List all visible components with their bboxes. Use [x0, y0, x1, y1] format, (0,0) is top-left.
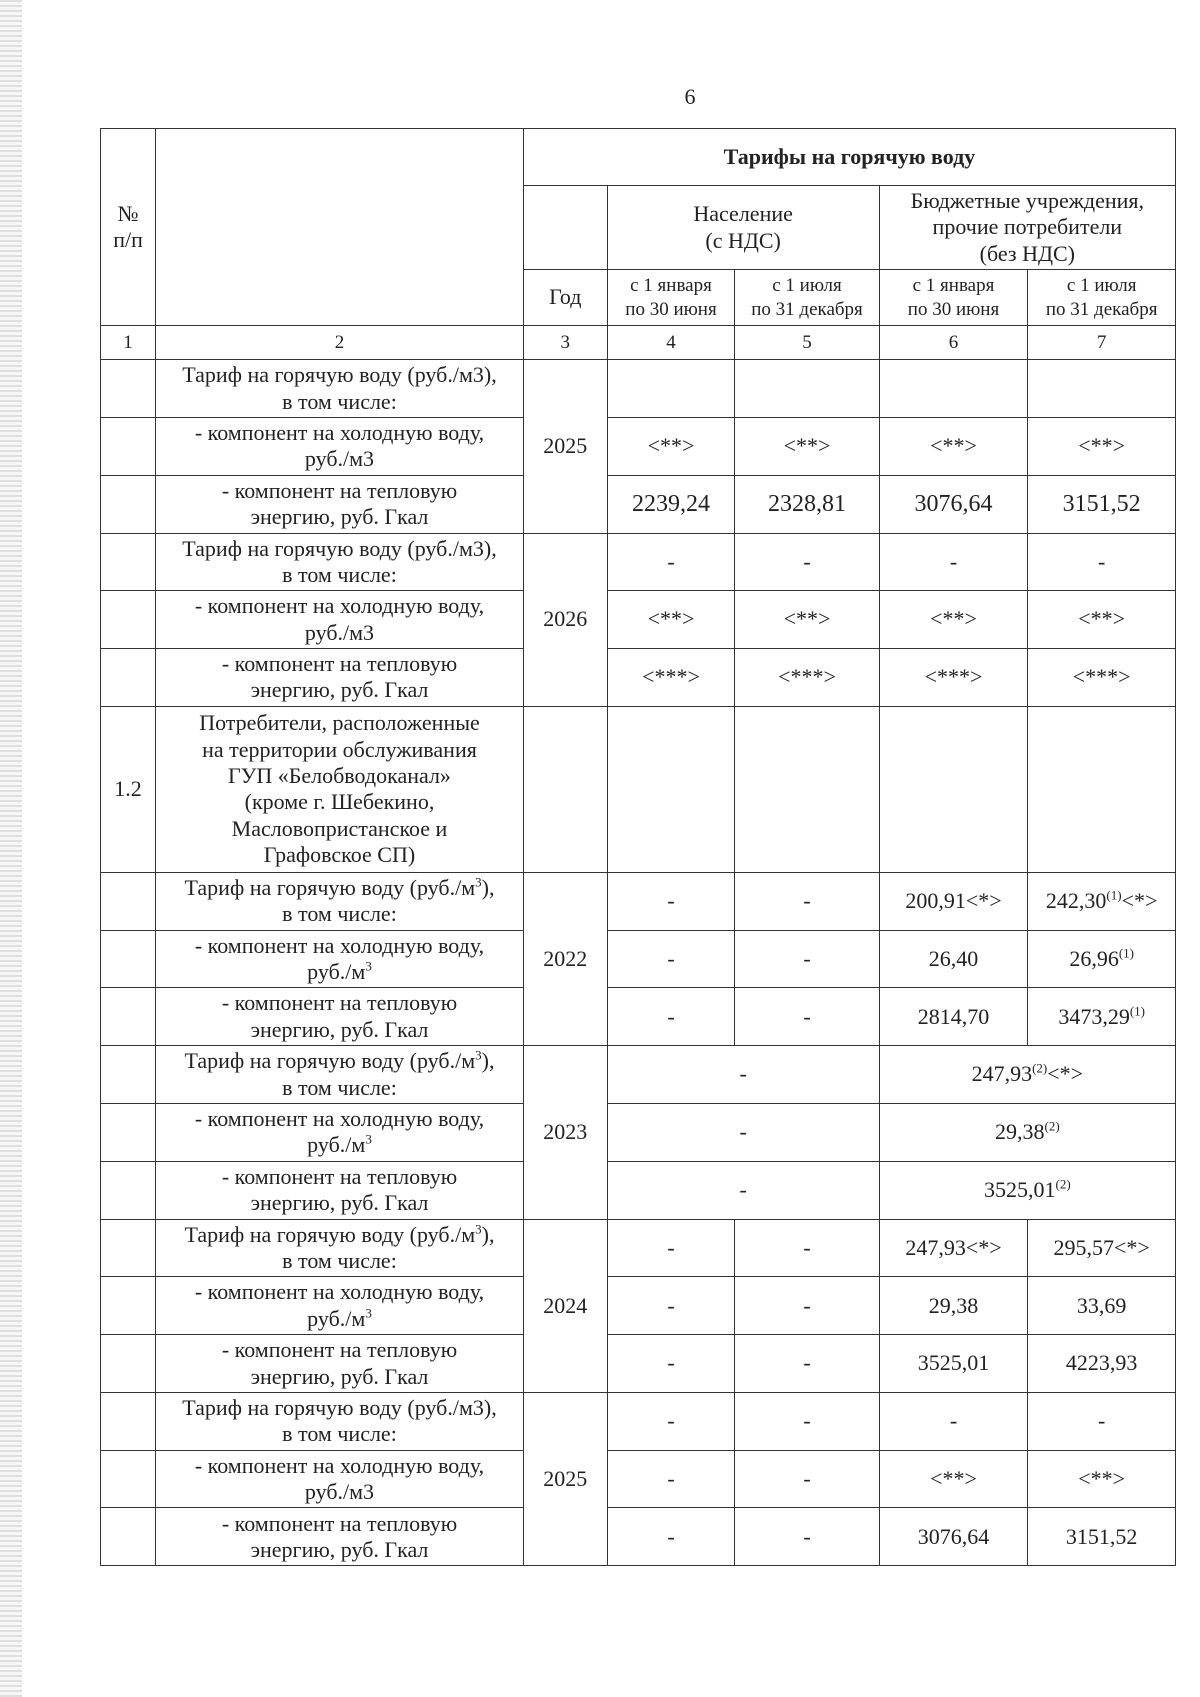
value-cell: -	[735, 1450, 879, 1508]
value-cell: 29,38	[879, 1277, 1028, 1335]
col-number: 5	[735, 326, 879, 360]
row-label	[156, 591, 524, 649]
value-cell: -	[735, 872, 879, 930]
value-text: 29,38	[994, 1119, 1045, 1145]
row-label	[156, 360, 524, 418]
value-cell: 295,57<*>	[1028, 1219, 1176, 1277]
row-num	[101, 1046, 156, 1104]
row-label-text: - компонент на тепловую энергию, руб. Гкал	[221, 990, 458, 1042]
row-num	[101, 475, 156, 533]
value-cell: 3525,01	[879, 1335, 1028, 1393]
value-cell: -	[607, 1277, 735, 1335]
value-cell	[1028, 872, 1176, 930]
row-label-text: - компонент на холодную воду, руб./м3	[194, 419, 485, 472]
row-num	[101, 1392, 156, 1450]
value-cell: <**>	[879, 591, 1028, 649]
header-year-blank	[523, 186, 607, 270]
value-cell: <**>	[607, 591, 735, 649]
section-title-text: Потребители, расположенные на территории обслуживания ГУП «Белобводоканал» (кроме г. Шебекино, Масловопристанское и Графовское СП)	[199, 710, 480, 868]
header-period-h1-pop	[607, 270, 735, 326]
value-cell: -	[735, 1335, 879, 1393]
col-number: 4	[607, 326, 735, 360]
value-cell: <**>	[879, 417, 1028, 475]
value-cell: -	[607, 1219, 735, 1277]
row-label-suffix: ), в том числе:	[282, 1048, 495, 1100]
value-tail: <*>	[1047, 1061, 1084, 1087]
value-cell: -	[607, 988, 735, 1046]
value-cell: <***>	[735, 649, 879, 707]
value-cell: 3151,52	[1028, 1508, 1176, 1566]
value-cell	[735, 360, 879, 418]
value-cell: -	[735, 533, 879, 591]
value-cell: -	[735, 1219, 879, 1277]
section-row	[101, 706, 1176, 872]
year-cell	[523, 706, 607, 872]
value-cell-merged	[879, 1103, 1175, 1161]
header-period-h1-budget	[879, 270, 1028, 326]
header-num	[101, 129, 156, 326]
hot-water-tariffs-table	[100, 128, 1176, 1566]
table-row	[101, 1161, 1176, 1219]
value-cell: <**>	[1028, 417, 1176, 475]
value-cell: -	[607, 930, 735, 988]
row-label-prefix: - компонент на холодную воду, руб./м	[194, 932, 485, 985]
header-year: Год	[523, 270, 607, 326]
row-num	[101, 1335, 156, 1393]
row-num	[101, 360, 156, 418]
row-label-text: - компонент на тепловую энергию, руб. Гкал	[221, 1163, 458, 1216]
value-cell	[735, 706, 879, 872]
row-num	[101, 1161, 156, 1219]
value-cell: 247,93<*>	[879, 1219, 1028, 1277]
col-number: 3	[523, 326, 607, 360]
value-cell	[879, 360, 1028, 418]
row-label-text: - компонент на холодную воду, руб./м3	[194, 593, 485, 645]
footnote-mark: (1)	[1118, 945, 1134, 961]
value-cell-merged: -	[607, 1046, 879, 1104]
value-cell: <***>	[607, 649, 735, 707]
value-text: 3473,29	[1058, 1003, 1130, 1029]
header-population	[607, 186, 879, 270]
row-label	[156, 533, 524, 591]
year-cell: 2025	[523, 360, 607, 533]
row-label	[156, 872, 524, 930]
row-label	[156, 1450, 524, 1508]
scan-edge-artifact	[0, 0, 22, 1697]
row-num	[101, 533, 156, 591]
row-label-text: Тариф на горячую воду (руб./м3), в том числе:	[182, 362, 497, 414]
year-cell: 2025	[523, 1392, 607, 1566]
value-cell: <**>	[735, 591, 879, 649]
value-cell	[607, 706, 735, 872]
row-label	[156, 1508, 524, 1566]
value-cell	[1028, 988, 1176, 1046]
superscript: 3	[475, 1221, 482, 1237]
header-population-text: Население (с НДС)	[693, 201, 793, 253]
table-row	[101, 1335, 1176, 1393]
superscript: 3	[365, 1132, 372, 1148]
value-cell: 3151,52	[1028, 475, 1176, 533]
value-cell: <**>	[607, 417, 735, 475]
value-cell: -	[1028, 533, 1176, 591]
value-cell: 26,40	[879, 930, 1028, 988]
value-cell: -	[607, 1450, 735, 1508]
row-label-prefix: Тариф на горячую воду (руб./м	[184, 874, 476, 900]
value-cell: -	[735, 1508, 879, 1566]
value-cell: -	[735, 988, 879, 1046]
value-cell: -	[879, 533, 1028, 591]
value-cell: 3076,64	[879, 1508, 1028, 1566]
table-row	[101, 988, 1176, 1046]
row-label	[156, 417, 524, 475]
value-cell: 2814,70	[879, 988, 1028, 1046]
row-label-text: Тариф на горячую воду (руб./м3), в том числе:	[182, 535, 497, 587]
value-cell	[607, 360, 735, 418]
value-cell: -	[735, 930, 879, 988]
value-cell: <**>	[1028, 1450, 1176, 1508]
row-label-text: - компонент на тепловую энергию, руб. Гкал	[221, 651, 458, 703]
row-label	[156, 1335, 524, 1393]
footnote-mark: (1)	[1129, 1003, 1145, 1019]
row-label	[156, 1103, 524, 1161]
table-row	[101, 1508, 1176, 1566]
table-row	[101, 1103, 1176, 1161]
column-numbers-row	[101, 326, 1176, 360]
superscript: 3	[475, 1047, 482, 1063]
table-row	[101, 475, 1176, 533]
row-label	[156, 1046, 524, 1104]
year-cell: 2023	[523, 1046, 607, 1219]
header-blank	[156, 129, 524, 326]
row-label-suffix: ), в том числе:	[282, 874, 495, 927]
value-cell: <***>	[879, 649, 1028, 707]
row-label	[156, 1392, 524, 1450]
value-cell: -	[607, 1508, 735, 1566]
value-cell: <**>	[879, 1450, 1028, 1508]
header-budget	[879, 186, 1175, 270]
row-num	[101, 1450, 156, 1508]
value-cell: <**>	[735, 417, 879, 475]
table-row	[101, 930, 1176, 988]
value-cell	[879, 706, 1028, 872]
row-label-text: - компонент на тепловую энергию, руб. Гкал	[221, 477, 458, 530]
row-label	[156, 930, 524, 988]
row-label	[156, 475, 524, 533]
row-label	[156, 988, 524, 1046]
value-cell: -	[607, 872, 735, 930]
row-label	[156, 649, 524, 707]
row-num	[101, 591, 156, 649]
row-label	[156, 1219, 524, 1277]
header-period-h1-pop-text: с 1 января по 30 июня	[625, 274, 717, 320]
table-row	[101, 1046, 1176, 1104]
value-cell: -	[607, 1335, 735, 1393]
footnote-mark: (2)	[1032, 1061, 1048, 1077]
row-num	[101, 872, 156, 930]
row-label-text: - компонент на холодную воду, руб./м3	[194, 1452, 485, 1505]
row-label-prefix: - компонент на холодную воду, руб./м	[194, 1105, 485, 1158]
value-cell: <**>	[1028, 591, 1176, 649]
section-number: 1.2	[101, 706, 156, 872]
row-label-prefix: Тариф на горячую воду (руб./м	[184, 1221, 476, 1247]
value-text: 242,30	[1045, 888, 1107, 914]
value-cell: 3076,64	[879, 475, 1028, 533]
footnote-mark: (2)	[1055, 1176, 1071, 1192]
year-cell: 2026	[523, 533, 607, 706]
row-num	[101, 930, 156, 988]
table-row	[101, 533, 1176, 591]
row-label	[156, 1277, 524, 1335]
col-number: 6	[879, 326, 1028, 360]
superscript: 3	[475, 874, 482, 890]
value-cell: -	[879, 1392, 1028, 1450]
table-row	[101, 360, 1176, 418]
table-row	[101, 417, 1176, 475]
header-period-h2-budget	[1028, 270, 1176, 326]
table-row	[101, 1450, 1176, 1508]
year-cell: 2022	[523, 872, 607, 1045]
header-period-h1-budget-text: с 1 января по 30 июня	[907, 274, 1000, 320]
value-cell-merged: -	[607, 1161, 879, 1219]
section-title	[156, 706, 524, 872]
value-cell: 2239,24	[607, 475, 735, 533]
header-num-text: № п/п	[113, 200, 143, 253]
row-num	[101, 988, 156, 1046]
row-num	[101, 1219, 156, 1277]
value-text: 3525,01	[983, 1176, 1056, 1202]
row-num	[101, 417, 156, 475]
value-cell: 2328,81	[735, 475, 879, 533]
row-label-prefix: Тариф на горячую воду (руб./м	[184, 1048, 476, 1074]
row-label-suffix: ), в том числе:	[282, 1221, 495, 1273]
row-num	[101, 649, 156, 707]
header-tariffs-title: Тарифы на горячую воду	[523, 129, 1175, 186]
table-row	[101, 1392, 1176, 1450]
row-label-text: Тариф на горячую воду (руб./м3), в том числе:	[182, 1394, 497, 1447]
year-cell: 2024	[523, 1219, 607, 1392]
value-cell: -	[607, 533, 735, 591]
header-period-h2-budget-text: с 1 июля по 31 декабря	[1045, 274, 1158, 320]
value-cell: -	[607, 1392, 735, 1450]
header-period-h2-pop-text: с 1 июля по 31 декабря	[751, 274, 863, 320]
row-label-text: - компонент на тепловую энергию, руб. Гкал	[221, 1510, 458, 1562]
value-cell-merged	[879, 1161, 1175, 1219]
value-cell-merged	[879, 1046, 1175, 1104]
footnote-mark: (1)	[1106, 887, 1122, 903]
col-number: 1	[101, 326, 156, 360]
value-cell: -	[735, 1392, 879, 1450]
value-cell	[1028, 706, 1176, 872]
row-num	[101, 1103, 156, 1161]
value-cell: 4223,93	[1028, 1335, 1176, 1393]
footnote-mark: (2)	[1044, 1118, 1060, 1134]
row-num	[101, 1277, 156, 1335]
value-text: 26,96	[1069, 945, 1119, 971]
row-num	[101, 1508, 156, 1566]
header-budget-text: Бюджетные учреждения, прочие потребители (без НДС)	[910, 188, 1145, 266]
value-cell	[1028, 930, 1176, 988]
header-period-h2-pop	[735, 270, 879, 326]
value-text: 247,93	[971, 1061, 1033, 1087]
superscript: 3	[365, 958, 372, 974]
table-row	[101, 649, 1176, 707]
col-number: 2	[156, 326, 524, 360]
row-label-prefix: - компонент на холодную воду, руб./м	[194, 1279, 485, 1331]
value-cell: -	[1028, 1392, 1176, 1450]
row-label	[156, 1161, 524, 1219]
value-cell: <***>	[1028, 649, 1176, 707]
col-number: 7	[1028, 326, 1176, 360]
page-number: 6	[684, 84, 696, 109]
row-label-text: - компонент на тепловую энергию, руб. Гкал	[221, 1337, 458, 1389]
value-cell: 200,91<*>	[879, 872, 1028, 930]
value-cell	[1028, 360, 1176, 418]
table-row	[101, 872, 1176, 930]
value-cell: -	[735, 1277, 879, 1335]
table-row	[101, 591, 1176, 649]
table-row	[101, 1219, 1176, 1277]
value-cell-merged: -	[607, 1103, 879, 1161]
value-tail: <*>	[1121, 888, 1158, 914]
table-row	[101, 1277, 1176, 1335]
superscript: 3	[365, 1305, 372, 1321]
value-cell: 33,69	[1028, 1277, 1176, 1335]
